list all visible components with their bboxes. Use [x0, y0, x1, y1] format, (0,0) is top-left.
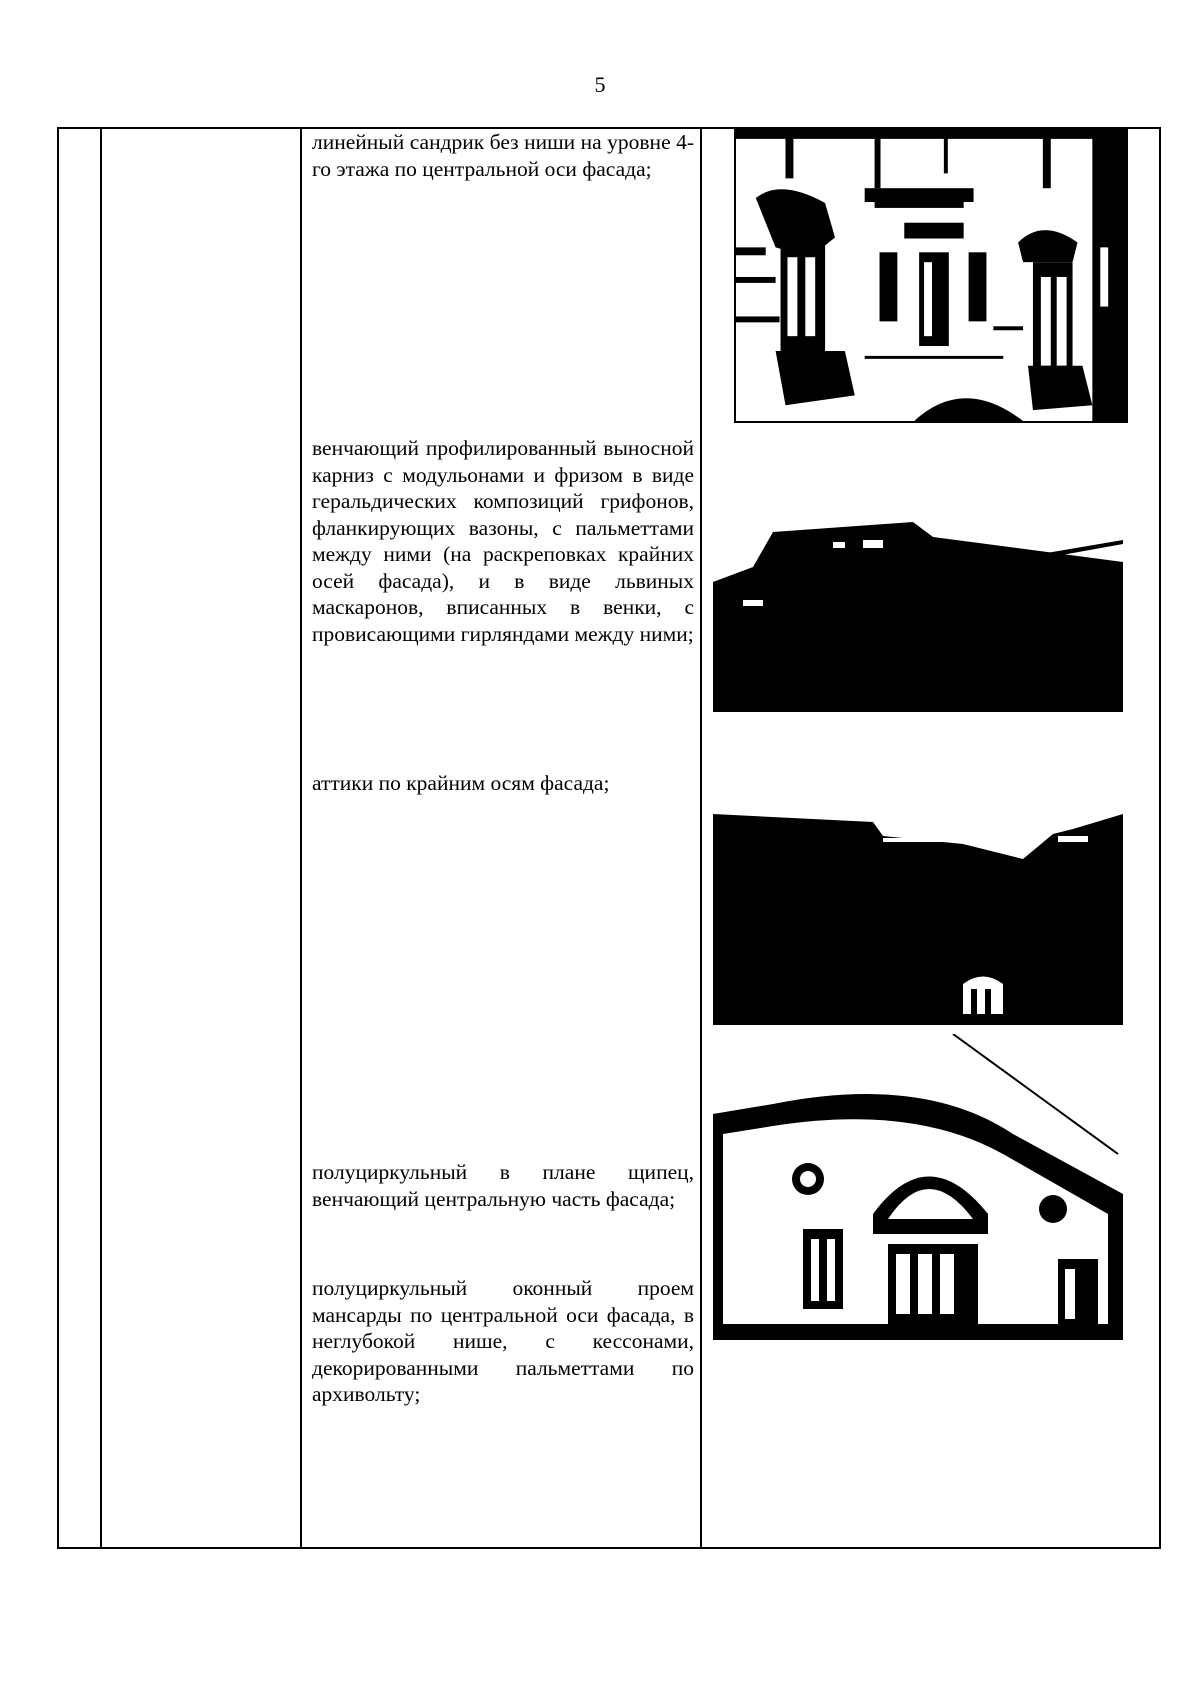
page-number: 5 [594, 72, 606, 97]
element-description: полуциркульный оконный проем мансарды по центральной оси фасада, в неглубокой нише, с кессонами, декорированными пальметтами по архивольту; [312, 1276, 694, 1406]
column-divider [300, 129, 302, 1547]
data-table [57, 127, 1161, 1549]
gable-photo [713, 1034, 1123, 1340]
column-divider [100, 129, 102, 1547]
attic-photo [713, 814, 1123, 1025]
facade-window-pediment-photo [734, 127, 1128, 423]
element-description: полуциркульный в плане щипец, венчающий центральную часть фасада; [312, 1160, 694, 1211]
element-description: венчающий профилированный выносной карниз с модульонами и фризом в виде геральдических композиций грифонов, фланкирующих вазоны, с пальметтами между ними (на раскреповках крайних осей фасада), и в виде львиных маскаронов, вписанных в венки, с провисающими гирляндами между ними; [312, 436, 694, 646]
crowning-cornice-photo [713, 522, 1123, 712]
column-divider [700, 129, 702, 1547]
element-description: аттики по крайним осям фасада; [312, 771, 610, 795]
element-description: линейный сандрик без ниши на уровне 4-го этажа по центральной оси фасада; [312, 130, 694, 181]
